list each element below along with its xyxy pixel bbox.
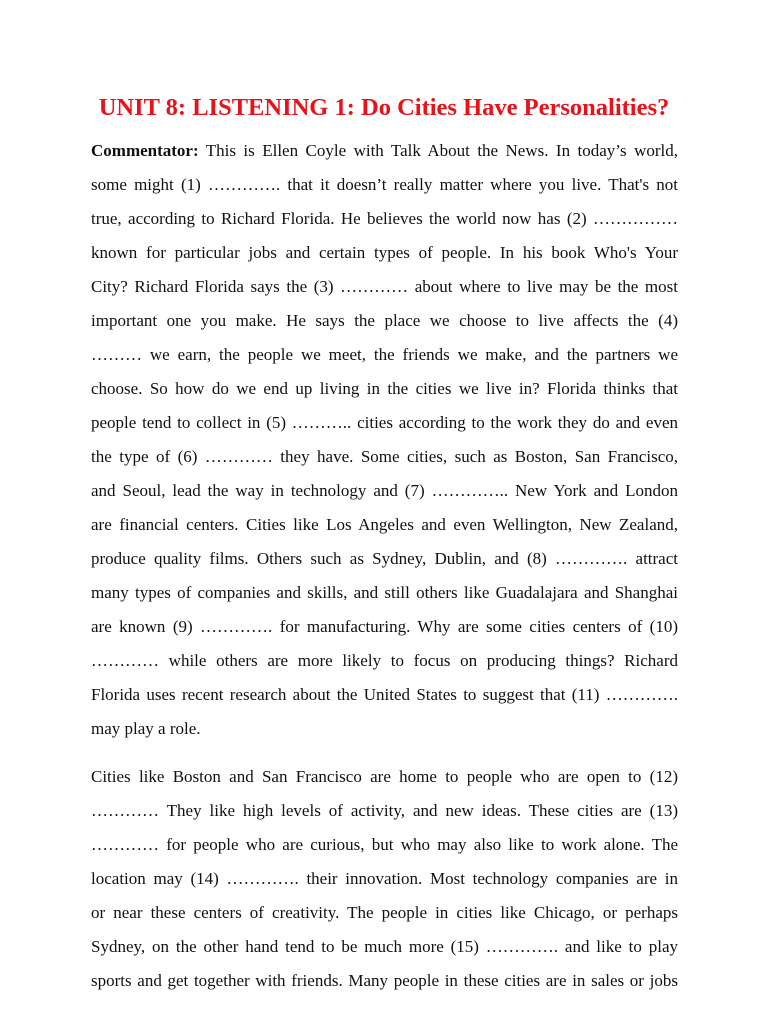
para1-line-2: some might (1) …………. that it doesn’t really matter where you live. That's not: [91, 175, 678, 194]
para1-line-10: the type of (6) ………… they have. Some cities, such as Boston, San Francisco,: [91, 447, 678, 466]
para1-line-15: are known (9) …………. for manufacturing. Why are some cities centers of (10): [91, 617, 678, 636]
para1-line-9: people tend to collect in (5) ……….. cities according to the work they do and even: [91, 413, 678, 432]
para1-line-5: City? Richard Florida says the (3) ………… about where to live may be the most: [91, 277, 678, 296]
speaker-label: Commentator:: [91, 141, 199, 160]
para1-line-17: Florida uses recent research about the United States to suggest that (11) ………….: [91, 685, 678, 704]
para2-line-4: location may (14) …………. their innovation. Most technology companies are in: [91, 869, 678, 888]
para1-line-1-text: This is Ellen Coyle with Talk About the News. In today’s world,: [198, 141, 678, 160]
page-title: UNIT 8: LISTENING 1: Do Cities Have Personalities?: [98, 94, 670, 121]
para1-line-12: are financial centers. Cities like Los Angeles and even Wellington, New Zealand,: [91, 515, 678, 534]
para1-line-4: known for particular jobs and certain types of people. In his book Who's Your: [91, 243, 678, 262]
para2-line-6: Sydney, on the other hand tend to be much more (15) …………. and like to play: [91, 937, 678, 956]
para1-line-11: and Seoul, lead the way in technology and (7) ………….. New York and London: [91, 481, 678, 500]
para1-line-6: important one you make. He says the place we choose to live affects the (4): [91, 311, 678, 330]
para1-line-3: true, according to Richard Florida. He believes the world now has (2) ……………: [91, 209, 678, 228]
para1-line-8: choose. So how do we end up living in the cities we live in? Florida thinks that: [91, 379, 678, 398]
para2-line-5: or near these centers of creativity. The people in cities like Chicago, or perhaps: [91, 903, 678, 922]
para1-line-1: [91, 137, 678, 165]
para1-line-13: produce quality films. Others such as Sydney, Dublin, and (8) …………. attract: [91, 549, 678, 568]
para2-line-1: Cities like Boston and San Francisco are home to people who are open to (12): [91, 767, 678, 786]
para2-line-3: ………… for people who are curious, but who may also like to work alone. The: [91, 835, 678, 854]
para1-line-16: ………… while others are more likely to focus on producing things? Richard: [91, 651, 678, 670]
para1-line-18: may play a role.: [91, 719, 201, 738]
para1-line-7: ……… we earn, the people we meet, the friends we make, and the partners we: [91, 345, 678, 364]
para1-line-14: many types of companies and skills, and still others like Guadalajara and Shanghai: [91, 583, 678, 602]
para2-line-7: sports and get together with friends. Many people in these cities are in sales or jobs: [91, 971, 678, 990]
para2-line-2: ………… They like high levels of activity, and new ideas. These cities are (13): [91, 801, 678, 820]
